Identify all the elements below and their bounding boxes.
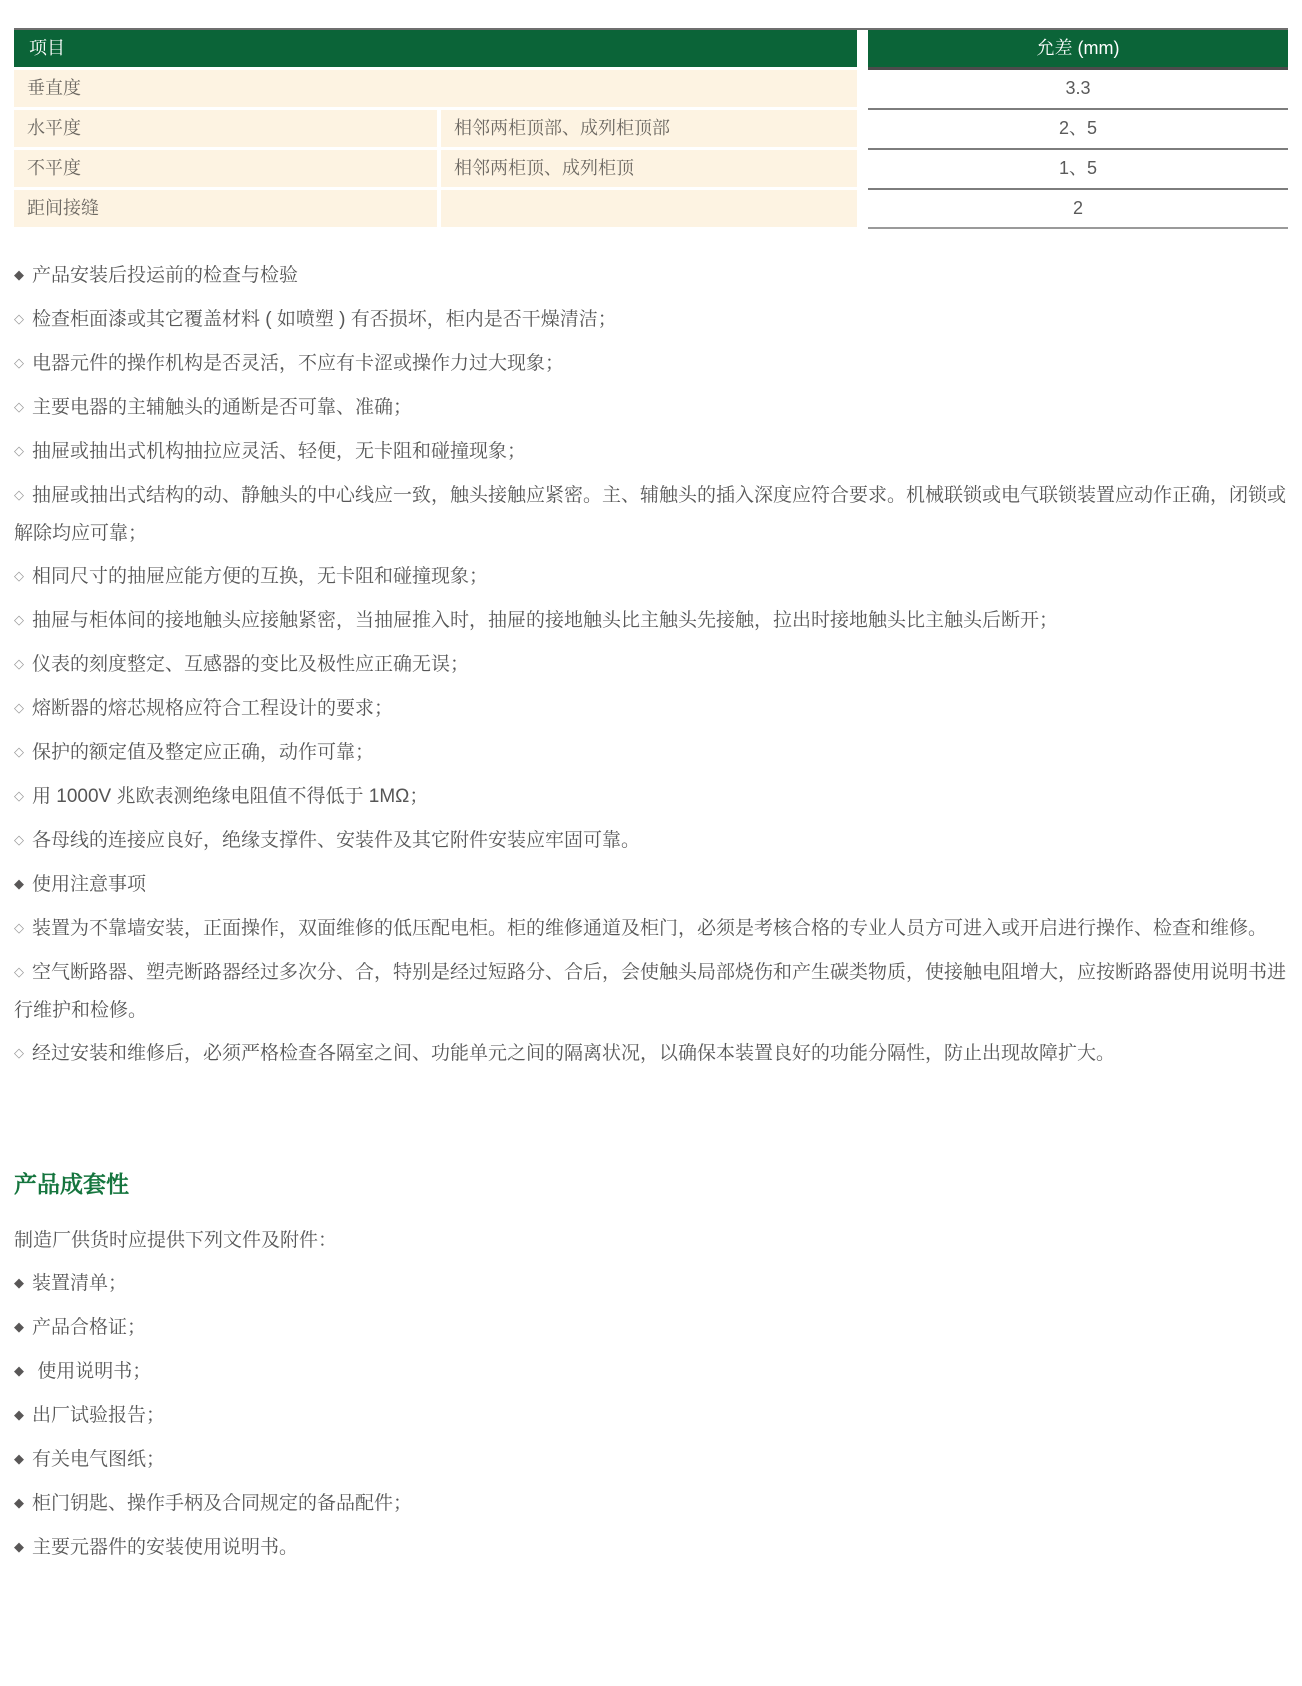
list-item <box>14 389 1288 427</box>
list-item <box>14 822 1288 860</box>
list-item-text: 抽屉与柜体间的接地触头应接触紧密，当抽屉推入时，抽屉的接地触头比主触头先接触，拉出时接地触头比主触头后断开； <box>32 610 1059 631</box>
filled-diamond-bullet: ◆ <box>14 267 24 282</box>
table-cell-tolerance: 3.3 <box>868 70 1288 107</box>
list-item <box>14 1353 1288 1391</box>
list-item-text: 产品合格证； <box>32 1317 147 1338</box>
list-item-text: 柜门钥匙、操作手柄及合同规定的备品配件； <box>32 1493 413 1514</box>
list-item-text: 电器元件的操作机构是否灵活，不应有卡涩或操作力过大现象； <box>32 353 565 374</box>
hollow-diamond-bullet: ◇ <box>14 964 24 979</box>
table-cell-item-name: 距间接缝 <box>14 190 437 227</box>
list-item <box>14 1485 1288 1523</box>
table-header-tolerance: 允差 (mm) <box>868 30 1288 67</box>
hollow-diamond-bullet: ◇ <box>14 656 24 671</box>
hollow-diamond-bullet: ◇ <box>14 832 24 847</box>
filled-diamond-bullet: ◆ <box>14 1275 24 1290</box>
table-cell-detail: 相邻两柜顶部、成列柜顶部 <box>441 110 857 147</box>
hollow-diamond-bullet: ◇ <box>14 568 24 583</box>
list-item-text: 有关电气图纸； <box>32 1449 166 1470</box>
hollow-diamond-bullet: ◇ <box>14 612 24 627</box>
list-item <box>14 1265 1288 1303</box>
filled-diamond-bullet: ◆ <box>14 1407 24 1422</box>
table-cell-item-name: 垂直度 <box>14 70 857 107</box>
list-item-text: 出厂试验报告； <box>32 1405 166 1426</box>
section-title-text: 使用注意事项 <box>32 874 147 895</box>
list-item-text: 空气断路器、塑壳断路器经过多次分、合，特别是经过短路分、合后，会使触头局部烧伤和产生碳类物质，使接触电阻增大，应按断路器使用说明书进行维护和检修。 <box>14 962 1287 1021</box>
table-bottom-separator <box>868 227 1288 229</box>
list-item-text: 仪表的刻度整定、互感器的变比及极性应正确无误； <box>32 654 470 675</box>
table-cell-detail <box>441 190 857 227</box>
list-item <box>14 558 1288 596</box>
hollow-diamond-bullet: ◇ <box>14 355 24 370</box>
list-item <box>14 690 1288 728</box>
list-item <box>14 433 1288 471</box>
list-item-text: 相同尺寸的抽屉应能方便的互换，无卡阻和碰撞现象； <box>32 566 489 587</box>
list-item <box>14 646 1288 684</box>
list-item-text: 装置清单； <box>32 1273 128 1294</box>
filled-diamond-bullet: ◆ <box>14 1363 24 1378</box>
list-item-text: 用 1000V 兆欧表测绝缘电阻值不得低于 1MΩ； <box>32 786 429 807</box>
list-item <box>14 301 1288 339</box>
filled-diamond-bullet: ◆ <box>14 1495 24 1510</box>
list-item <box>14 1441 1288 1479</box>
list-item-text: 使用说明书； <box>32 1361 152 1382</box>
list-item <box>14 1529 1288 1567</box>
section-title-text: 产品安装后投运前的检查与检验 <box>32 265 299 286</box>
hollow-diamond-bullet: ◇ <box>14 399 24 414</box>
hollow-diamond-bullet: ◇ <box>14 788 24 803</box>
list-item-text: 各母线的连接应良好，绝缘支撑件、安装件及其它附件安装应牢固可靠。 <box>32 830 641 851</box>
table-cell-tolerance: 2 <box>868 190 1288 227</box>
filled-diamond-bullet: ◆ <box>14 876 24 891</box>
tolerance-table <box>14 28 1288 229</box>
list-item-text: 主要元器件的安装使用说明书。 <box>32 1537 299 1558</box>
hollow-diamond-bullet: ◇ <box>14 1045 24 1060</box>
table-cell-tolerance: 1、5 <box>868 150 1288 187</box>
list-item <box>14 345 1288 383</box>
list-item <box>14 1035 1288 1073</box>
hollow-diamond-bullet: ◇ <box>14 744 24 759</box>
list-item <box>14 778 1288 816</box>
list-item <box>14 1309 1288 1347</box>
hollow-diamond-bullet: ◇ <box>14 443 24 458</box>
page-section-heading: 产品成套性 <box>14 1171 129 1197</box>
section-title <box>14 257 1288 295</box>
hollow-diamond-bullet: ◇ <box>14 487 24 502</box>
table-cell-item-name: 不平度 <box>14 150 437 187</box>
table-cell-item-name: 水平度 <box>14 110 437 147</box>
list-item <box>14 954 1288 1029</box>
hollow-diamond-bullet: ◇ <box>14 700 24 715</box>
list-item <box>14 734 1288 772</box>
list-item-text: 装置为不靠墙安装，正面操作，双面维修的低压配电柜。柜的维修通道及柜门，必须是考核合格的专业人员方可进入或开启进行操作、检查和维修。 <box>32 918 1268 939</box>
table-cell-tolerance: 2、5 <box>868 110 1288 147</box>
list-item-text: 主要电器的主辅触头的通断是否可靠、准确； <box>32 397 413 418</box>
filled-diamond-bullet: ◆ <box>14 1539 24 1554</box>
list-item <box>14 602 1288 640</box>
filled-diamond-bullet: ◆ <box>14 1319 24 1334</box>
list-item-text: 检查柜面漆或其它覆盖材料 ( 如喷塑 ) 有否损坏，柜内是否干燥清洁； <box>32 309 617 330</box>
hollow-diamond-bullet: ◇ <box>14 311 24 326</box>
list-item-text: 经过安装和维修后，必须严格检查各隔室之间、功能单元之间的隔离状况，以确保本装置良好的功能分隔性，防止出现故障扩大。 <box>32 1043 1116 1064</box>
list-item-text: 熔断器的熔芯规格应符合工程设计的要求； <box>32 698 394 719</box>
filled-diamond-bullet: ◆ <box>14 1451 24 1466</box>
list-item <box>14 1397 1288 1435</box>
table-cell-detail: 相邻两柜顶、成列柜顶 <box>441 150 857 187</box>
section-title <box>14 866 1288 904</box>
body-text <box>14 257 1288 1073</box>
list-item-text: 保护的额定值及整定应正确，动作可靠； <box>32 742 375 763</box>
section-intro: 制造厂供货时应提供下列文件及附件： <box>14 1230 338 1251</box>
completeness-list <box>14 1265 1288 1567</box>
list-item-text: 抽屉或抽出式机构抽拉应灵活、轻便，无卡阻和碰撞现象； <box>32 441 527 462</box>
list-item <box>14 910 1288 948</box>
list-item <box>14 477 1288 552</box>
hollow-diamond-bullet: ◇ <box>14 920 24 935</box>
list-item-text: 抽屉或抽出式结构的动、静触头的中心线应一致，触头接触应紧密。主、辅触头的插入深度应符合要求。机械联锁或电气联锁装置应动作正确，闭锁或解除均应可靠； <box>14 485 1287 544</box>
table-header-item: 项目 <box>14 30 857 67</box>
